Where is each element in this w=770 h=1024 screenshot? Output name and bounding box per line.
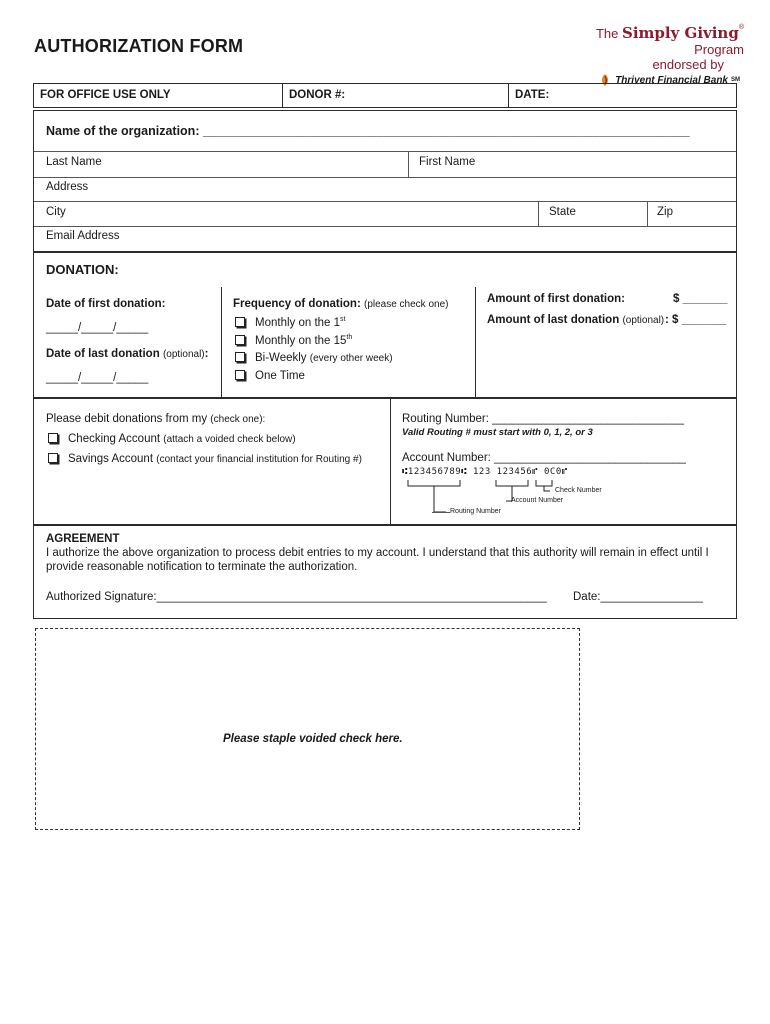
signature-field[interactable]: Authorized Signature:_____________________________________________________________ [46, 591, 547, 603]
staple-check-area [35, 628, 580, 830]
office-divider [508, 83, 509, 108]
debit-prompt: Please debit donations from my (check one): [46, 413, 266, 425]
state-field[interactable]: State [549, 206, 576, 218]
checkbox-icon[interactable] [235, 335, 245, 345]
donation-divider [475, 287, 476, 398]
checkbox-icon[interactable] [235, 370, 245, 380]
frequency-option-biweekly[interactable]: Bi-Weekly (every other week) [235, 352, 393, 364]
organization-name-field[interactable]: Name of the organization: ______________________________________________________________________ [46, 124, 690, 138]
debit-divider [390, 398, 391, 525]
logo-program: Program [694, 42, 744, 57]
first-name-field[interactable]: First Name [419, 156, 476, 168]
zip-field[interactable]: Zip [657, 206, 673, 218]
row-divider [34, 151, 736, 152]
frequency-label: Frequency of donation: (please check one) [233, 298, 449, 310]
agreement-text-line-1: I authorize the above organization to process debit entries to my account. I understand that this authority will remain in effect until I [46, 547, 709, 559]
office-divider [282, 83, 283, 108]
office-use-label: FOR OFFICE USE ONLY [40, 89, 171, 101]
signature-date-field[interactable]: Date:________________ [573, 591, 703, 603]
staple-instruction: Please staple voided check here. [223, 733, 403, 745]
checkbox-icon[interactable] [48, 433, 58, 443]
savings-account-option[interactable]: Savings Account (contact your financial institution for Routing #) [48, 453, 362, 465]
first-donation-date-field[interactable]: _____/_____/_____ [46, 322, 149, 334]
amount-first-field[interactable]: $ _______ [673, 293, 728, 305]
checking-account-option[interactable]: Checking Account (attach a voided check below) [48, 433, 296, 445]
page-title: AUTHORIZATION FORM [34, 36, 244, 56]
logo-bank-name: Thrivent Financial Bank [615, 74, 728, 86]
field-divider [408, 151, 409, 177]
amount-last-label: Amount of last donation (optional) [487, 314, 665, 326]
last-name-field[interactable]: Last Name [46, 156, 102, 168]
checkbox-icon[interactable] [235, 317, 245, 327]
routing-pointer-line [432, 512, 450, 513]
agreement-text-line-2: provide reasonable notification to terminate the authorization. [46, 561, 358, 573]
check-number-label: Check Number [555, 487, 602, 494]
logo-trademark: ® [738, 24, 744, 31]
frequency-option-one-time[interactable]: One Time [235, 370, 305, 382]
donation-divider [221, 287, 222, 398]
first-donation-date-label: Date of first donation: [46, 298, 166, 310]
last-donation-date-label: Date of last donation (optional): [46, 348, 209, 360]
donor-number-field[interactable]: DONOR #: [289, 89, 346, 101]
account-number-label: Account Number [511, 497, 564, 504]
micr-line: ⑆123456789⑆ 123 123456⑈ 0C0⑈ [402, 467, 568, 477]
office-date-field[interactable]: DATE: [515, 89, 550, 101]
logo-service-mark: SM [731, 77, 740, 83]
checkbox-icon[interactable] [235, 352, 245, 362]
check-diagram-icon [400, 478, 620, 520]
agreement-heading: AGREEMENT [46, 533, 120, 545]
city-field[interactable]: City [46, 206, 66, 218]
email-field[interactable]: Email Address [46, 230, 120, 242]
field-divider [538, 201, 539, 226]
amount-first-label: Amount of first donation: [487, 293, 625, 305]
amount-last-field[interactable]: : $ _______ [665, 314, 727, 326]
frequency-option-monthly-1st[interactable]: Monthly on the 1st [235, 316, 345, 329]
row-divider [34, 201, 736, 202]
routing-number-field[interactable]: Routing Number: ______________________________ [402, 413, 684, 425]
frequency-option-monthly-15th[interactable]: Monthly on the 15th [235, 334, 352, 347]
logo-endorsed: endorsed by [652, 57, 724, 72]
field-divider [647, 201, 648, 226]
last-donation-date-field[interactable]: _____/_____/_____ [46, 372, 149, 384]
logo-simply-giving: Simply Giving [621, 24, 739, 42]
checkbox-icon[interactable] [48, 453, 58, 463]
row-divider [34, 226, 736, 227]
account-number-field[interactable]: Account Number: ______________________________ [402, 452, 686, 464]
address-field[interactable]: Address [46, 181, 89, 193]
routing-number-label: Routing Number [450, 508, 501, 515]
routing-note: Valid Routing # must start with 0, 1, 2, or 3 [402, 427, 593, 438]
row-divider [34, 177, 736, 178]
logo-the: The [595, 26, 619, 41]
donation-heading: DONATION: [46, 262, 119, 277]
program-logo [544, 24, 744, 87]
